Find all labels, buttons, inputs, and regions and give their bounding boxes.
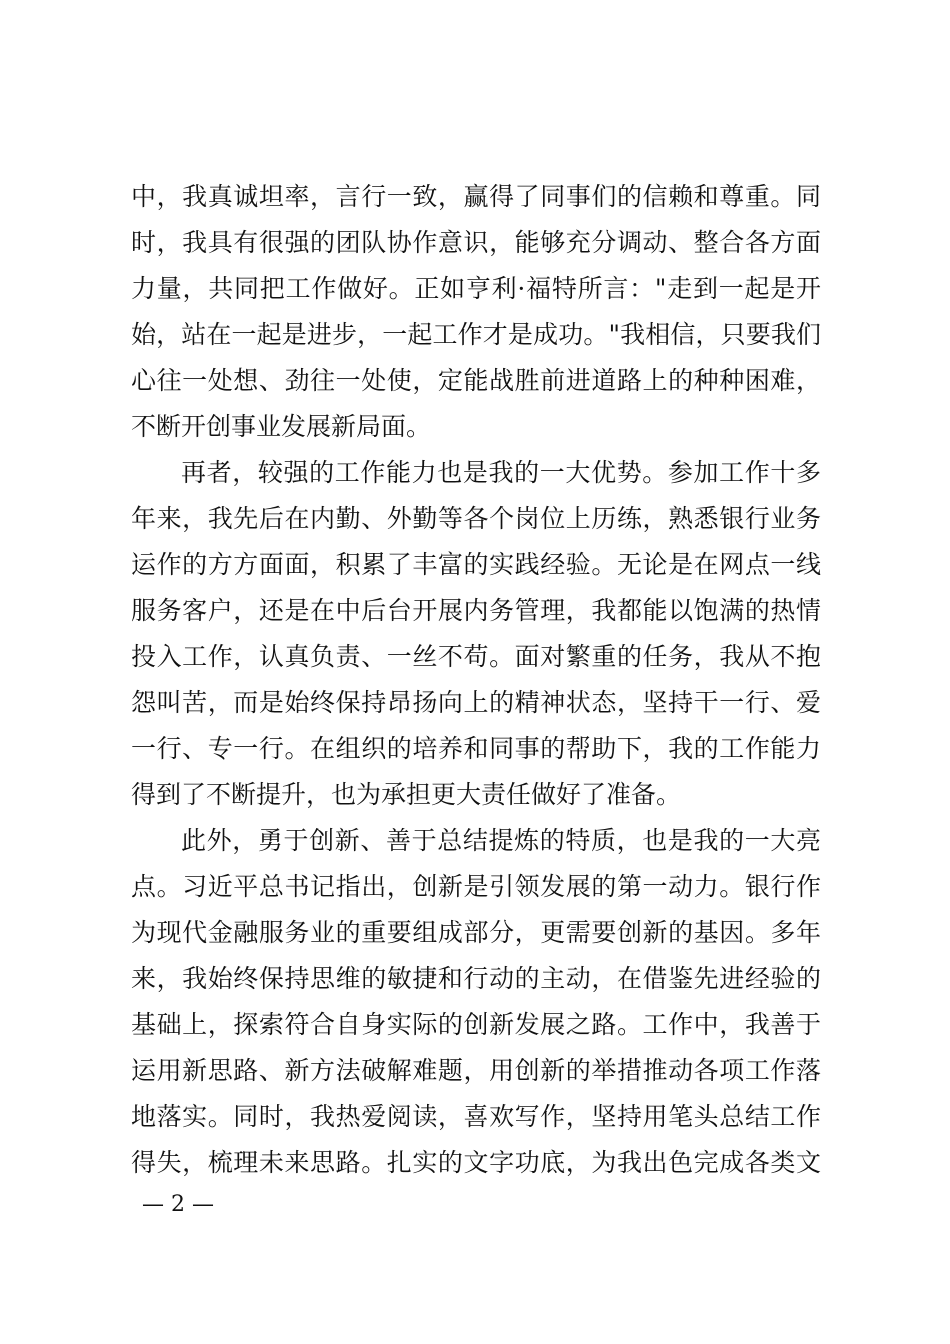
text-line: 力量，共同把工作做好。正如亨利·福特所言："走到一起是开 bbox=[131, 274, 821, 303]
text-line: 点。习近平总书记指出，创新是引领发展的第一动力。银行作 bbox=[131, 872, 821, 901]
page-number: — 2 — bbox=[142, 1192, 214, 1217]
text-line: 服务客户，还是在中后台开展内务管理，我都能以饱满的热情 bbox=[131, 596, 821, 625]
text-line: 基础上，探索符合自身实际的创新发展之路。工作中，我善于 bbox=[131, 1010, 821, 1039]
text-line: 运作的方方面面，积累了丰富的实践经验。无论是在网点一线 bbox=[131, 550, 821, 579]
paragraph-first-line: 再者，较强的工作能力也是我的一大优势。参加工作十多 bbox=[181, 458, 821, 487]
paragraph-first-line: 此外，勇于创新、善于总结提炼的特质，也是我的一大亮 bbox=[181, 826, 821, 855]
text-line: 运用新思路、新方法破解难题，用创新的举措推动各项工作落 bbox=[131, 1056, 821, 1085]
text-line: 来，我始终保持思维的敏捷和行动的主动，在借鉴先进经验的 bbox=[131, 964, 821, 993]
text-line: 一行、专一行。在组织的培养和同事的帮助下，我的工作能力 bbox=[131, 734, 821, 763]
text-line: 时，我具有很强的团队协作意识，能够充分调动、整合各方面 bbox=[131, 228, 821, 257]
text-line: 中，我真诚坦率，言行一致，赢得了同事们的信赖和尊重。同 bbox=[131, 182, 821, 211]
text-line: 心往一处想、劲往一处使，定能战胜前进道路上的种种困难， bbox=[131, 366, 821, 395]
text-line: 得到了不断提升，也为承担更大责任做好了准备。 bbox=[131, 780, 682, 809]
text-line: 地落实。同时，我热爱阅读，喜欢写作，坚持用笔头总结工作 bbox=[131, 1102, 821, 1131]
text-line: 得失，梳理未来思路。扎实的文字功底，为我出色完成各类文 bbox=[131, 1148, 821, 1177]
text-line: 始，站在一起是进步，一起工作才是成功。"我相信，只要我们 bbox=[131, 320, 821, 349]
text-line: 为现代金融服务业的重要组成部分，更需要创新的基因。多年 bbox=[131, 918, 821, 947]
text-line: 不断开创事业发展新局面。 bbox=[131, 412, 432, 441]
text-line: 怨叫苦，而是始终保持昂扬向上的精神状态，坚持干一行、爱 bbox=[131, 688, 821, 717]
text-line: 投入工作，认真负责、一丝不苟。面对繁重的任务，我从不抱 bbox=[131, 642, 821, 671]
text-line: 年来，我先后在内勤、外勤等各个岗位上历练，熟悉银行业务 bbox=[131, 504, 821, 533]
